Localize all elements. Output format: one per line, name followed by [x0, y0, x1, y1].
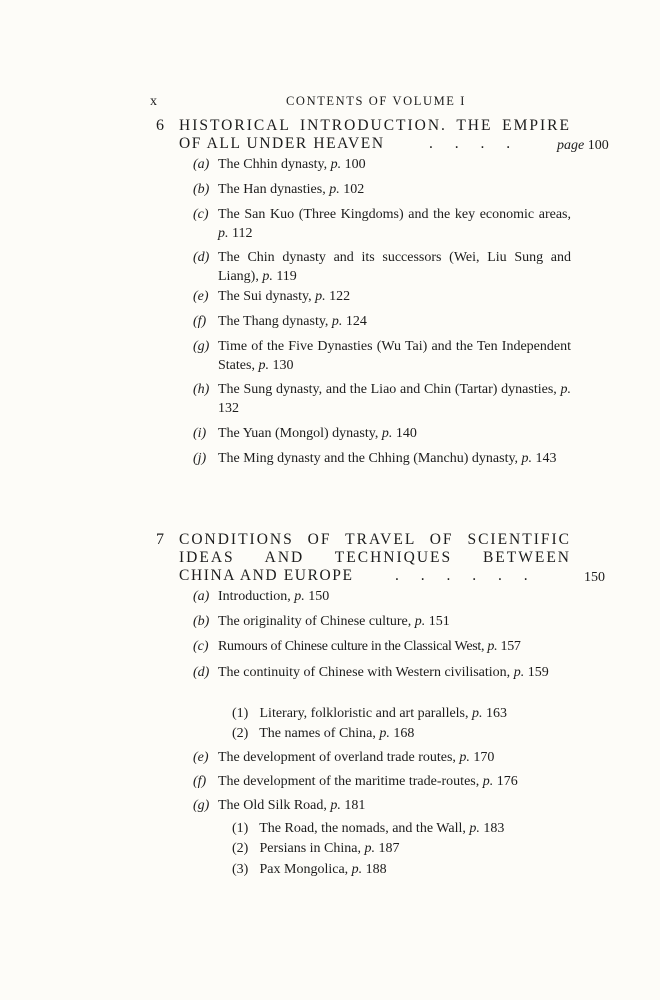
toc-subentry	[232, 861, 572, 880]
entry-text: The Thang dynasty, p. 124	[218, 314, 367, 329]
toc-subentry	[232, 705, 572, 724]
entry-label: (e)	[193, 750, 209, 765]
chapter-page-number: 150	[584, 570, 605, 585]
entry-label: (g)	[193, 798, 210, 813]
toc-subentry	[232, 725, 572, 744]
toc-entry	[193, 425, 571, 444]
entry-label: (b)	[193, 614, 210, 629]
chapter-page-number: 100	[587, 138, 609, 153]
toc-entry	[193, 773, 571, 792]
toc-entry	[193, 749, 571, 768]
toc-entry	[193, 613, 571, 632]
entry-text: The originality of Chinese culture, p. 151	[218, 614, 450, 629]
entry-text: The Sung dynasty, and the Liao and Chin (Tartar) dynasties, p. 132	[218, 382, 571, 416]
entry-label: (e)	[193, 289, 209, 304]
chapter-title-line-2-text: OF ALL UNDER HEAVEN	[179, 135, 385, 152]
chapter-title-line-2: IDEAS AND TECHNIQUES BETWEEN	[179, 549, 571, 566]
subentry-text: The Road, the nomads, and the Wall, p. 183	[259, 821, 505, 836]
page-prefix: page	[557, 138, 585, 153]
toc-entry	[193, 664, 571, 683]
entry-text: The Ming dynasty and the Chhing (Manchu) dynasty, p. 143	[218, 451, 557, 466]
entry-label: (d)	[193, 250, 210, 265]
toc-entry	[193, 338, 571, 375]
subentry-text: Literary, folkloristic and art parallels, p. 163	[259, 706, 508, 721]
toc-entry	[193, 181, 571, 200]
entry-label: (c)	[193, 207, 209, 222]
toc-entry	[193, 156, 571, 175]
entry-text: The Chin dynasty and its successors (Wei, Liu Sung and Liang), p. 119	[218, 250, 571, 284]
dot-leader: . . . .	[429, 135, 520, 152]
page-folio: x	[150, 94, 158, 109]
entry-label: (j)	[193, 451, 207, 466]
subentry-label: (1)	[232, 706, 249, 721]
entry-label: (d)	[193, 665, 210, 680]
toc-entry	[193, 313, 571, 332]
entry-text: The Sui dynasty, p. 122	[218, 289, 351, 304]
toc-subentry	[232, 840, 572, 859]
subentry-label: (3)	[232, 862, 249, 877]
entry-label: (a)	[193, 589, 210, 604]
entry-label: (g)	[193, 339, 210, 354]
entry-label: (f)	[193, 774, 207, 789]
chapter-page	[557, 138, 609, 154]
toc-entry	[193, 381, 571, 418]
dot-leader: . . . . . .	[395, 567, 537, 584]
entry-text: The San Kuo (Three Kingdoms) and the key economic areas, p. 112	[218, 207, 571, 241]
subentry-text: The names of China, p. 168	[259, 726, 415, 741]
toc-entry	[193, 450, 571, 469]
entry-label: (b)	[193, 182, 210, 197]
entry-text: Introduction, p. 150	[218, 589, 330, 604]
entry-label: (i)	[193, 426, 207, 441]
chapter-title-line-3-text: CHINA AND EUROPE	[179, 567, 354, 584]
toc-entry	[193, 797, 571, 816]
toc-entry	[193, 206, 571, 243]
running-title: CONTENTS OF VOLUME I	[286, 94, 467, 108]
entry-text: The development of overland trade routes, p. 170	[218, 750, 495, 765]
chapter-number: 6	[156, 117, 164, 134]
toc-entry	[193, 638, 571, 657]
toc-subentry	[232, 820, 572, 839]
subentry-label: (1)	[232, 821, 249, 836]
subentry-label: (2)	[232, 841, 249, 856]
entry-text: Time of the Five Dynasties (Wu Tai) and the Ten Independent States, p. 130	[218, 339, 571, 373]
chapter-title-line-1: HISTORICAL INTRODUCTION. THE EMPIRE	[179, 117, 571, 134]
entry-label: (f)	[193, 314, 207, 329]
entry-text: The continuity of Chinese with Western civilisation, p. 159	[218, 665, 549, 680]
toc-entry	[193, 588, 571, 607]
entry-text: The development of the maritime trade-routes, p. 176	[218, 774, 518, 789]
entry-label: (h)	[193, 382, 210, 397]
entry-text: The Yuan (Mongol) dynasty, p. 140	[218, 426, 417, 441]
subentry-label: (2)	[232, 726, 249, 741]
subentry-text: Persians in China, p. 187	[259, 841, 400, 856]
chapter-title-line-2	[179, 135, 571, 153]
entry-text: The Old Silk Road, p. 181	[218, 798, 366, 813]
entry-label: (c)	[193, 639, 209, 654]
entry-text: The Han dynasties, p. 102	[218, 182, 365, 197]
entry-label: (a)	[193, 157, 210, 172]
toc-entry	[193, 249, 571, 286]
entry-text: The Chhin dynasty, p. 100	[218, 157, 366, 172]
chapter-title-line-3	[179, 567, 571, 585]
toc-entry	[193, 288, 571, 307]
running-head	[0, 94, 660, 110]
subentry-text: Pax Mongolica, p. 188	[259, 862, 387, 877]
chapter-title-line-1: CONDITIONS OF TRAVEL OF SCIENTIFIC	[179, 531, 571, 548]
chapter-number: 7	[156, 531, 164, 548]
entry-text: Rumours of Chinese culture in the Classical West, p. 157	[218, 639, 521, 654]
